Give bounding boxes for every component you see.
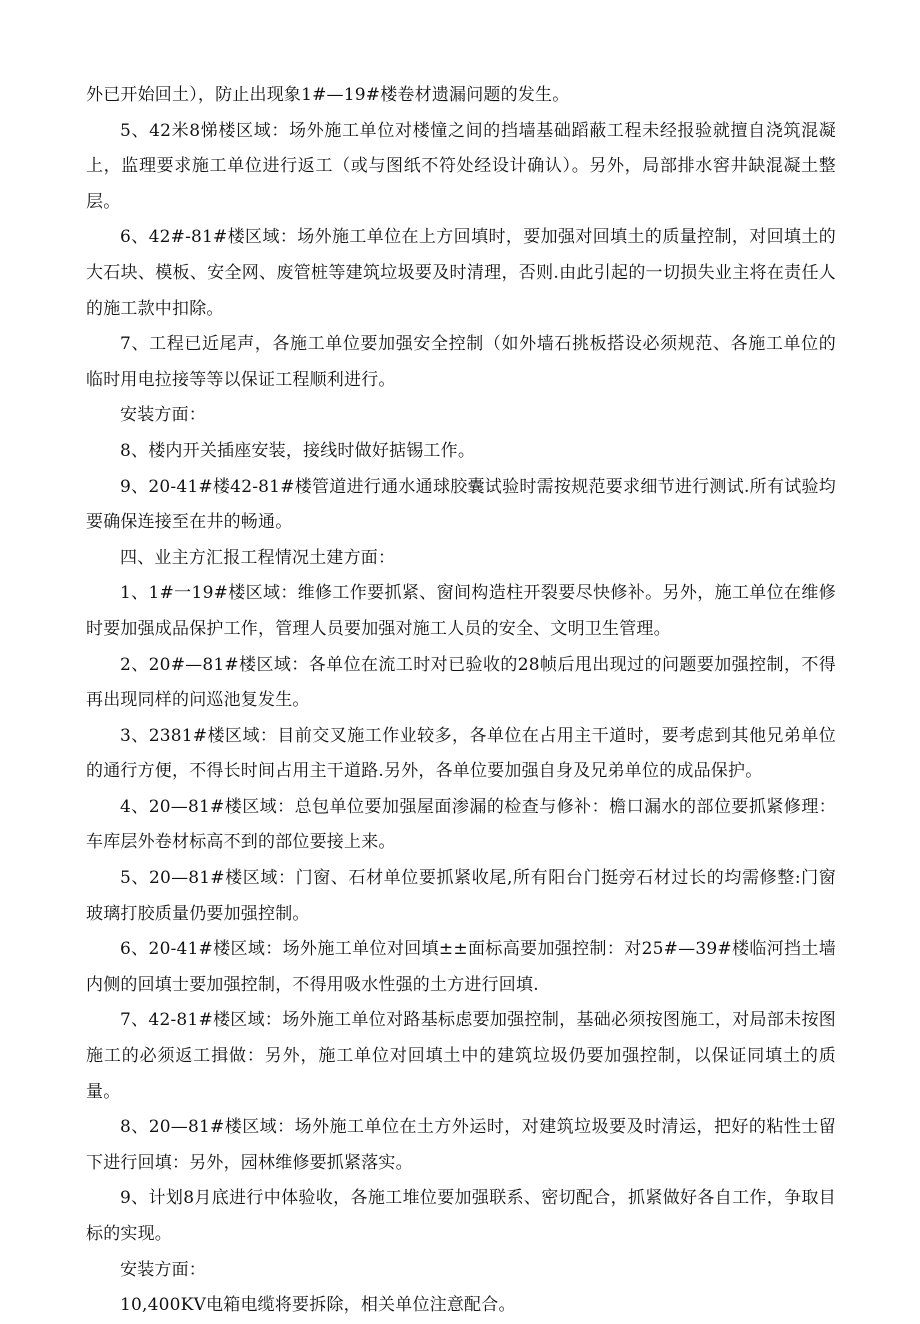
item-5-paragraph: 5、42米8悌楼区域：场外施工单位对楼憧之间的挡墙基础蹈蔽工程未经报验就擅自浇筑混凝上，监理要求施工单位进行返工（或与图纸不符处经设计确认）。另外，局部排水窖井缺混凝土整层。 — [86, 120, 836, 212]
item-7-paragraph: 7、工程已近尾声，各施工单位要加强安全控制（如外墙石挑板搭设必须规范、各施工单位的临时用电拉接等等以保证工程顺利进行。 — [86, 334, 836, 390]
owner-item-5-paragraph: 5、20—81#楼区域：门窗、石材单位要抓紧收尾,所有阳台门挺旁石材过长的均需修整:门窗玻璃打胶质量仍要加强控制。 — [86, 868, 836, 924]
owner-item-6-paragraph: 6、20-41#楼区域：场外施工单位对回填±±面标高要加强控制：对25#—39#楼临河挡土墙内侧的回填士要加强控制，不得用吸水性强的土方进行回填. — [86, 939, 836, 995]
item-9-paragraph: 9、20-41#楼42-81#楼管道进行通水通球胶囊试验时需按规范要求细节进行测试.所有试验均要确保连接至在井的畅通。 — [86, 476, 836, 533]
owner-item-7-paragraph: 7、42-81#楼区域：场外施工单位对路基标虑要加强控制，基础必须按图施工，对局部未按图施工的必须返工揖做：另外，施工单位对回填土中的建筑垃圾仍要加强控制，以保证同填土的质量。 — [86, 1010, 836, 1102]
owner-item-4-paragraph: 4、20—81#楼区域：总包单位要加强屋面渗漏的检查与修补：檐口漏水的部位要抓紧修理：车库层外卷材标高不到的部位要接上来。 — [86, 796, 836, 853]
item-8-paragraph: 8、楼内开关插座安装，接线时做好掂锡工作。 — [120, 440, 476, 461]
owner-item-9-paragraph: 9、计划8月底进行中体验收，各施工堆位要加强联系、密切配合，抓紧做好各自工作，争取目标的实现。 — [86, 1188, 836, 1244]
owner-item-2-paragraph: 2、20#—81#楼区域：各单位在流工时对已验收的28帧后甩出现过的问题要加强控制，不得再出现同样的问巡池复发生。 — [86, 654, 836, 711]
owner-item-8-paragraph: 8、20—81#楼区域：场外施工单位在土方外运时，对建筑垃圾要及时清运，把好的粘性士留下进行回填：另外，园林维修要抓紧落实。 — [86, 1117, 836, 1173]
document-page — [86, 78, 836, 1324]
continuation-paragraph: 外已开始回土），防止出现象1#—19#楼卷材遗漏问题的发生。 — [86, 85, 570, 105]
install-heading-1: 安装方面： — [120, 405, 206, 426]
install-heading-2: 安装方面： — [120, 1259, 206, 1280]
section-four-heading: 四、业主方汇报工程情况土建方面： — [120, 547, 396, 568]
owner-item-1-paragraph: 1、1#一19#楼区域：维修工作要抓紧、窗间构造柱开裂要尽快修补。另外，施工单位在维修时要加强成品保护工作，管理人员要加强对施工人员的安全、文明卫生管理。 — [86, 583, 836, 639]
owner-item-3-paragraph: 3、2381#楼区域：目前交叉施工作业较多，各单位在占用主干道时，要考虑到其他兄弟单位的通行方便，不得长时间占用主干道路.另外，各单位要加强自身及兄弟单位的成品保护。 — [86, 725, 837, 782]
item-6-paragraph: 6、42#-81#楼区域：场外施工单位在上方回填时，要加强对回填土的质量控制，对回填土的大石块、模板、安全网、废管桩等建筑垃圾要及时清理，否则.由此引起的一切损失业主将在责任人的施工款中扣除。 — [86, 227, 836, 319]
owner-item-10-paragraph: 10,400KV电箱电缆将要拆除，相关单位注意配合。 — [120, 1295, 516, 1316]
